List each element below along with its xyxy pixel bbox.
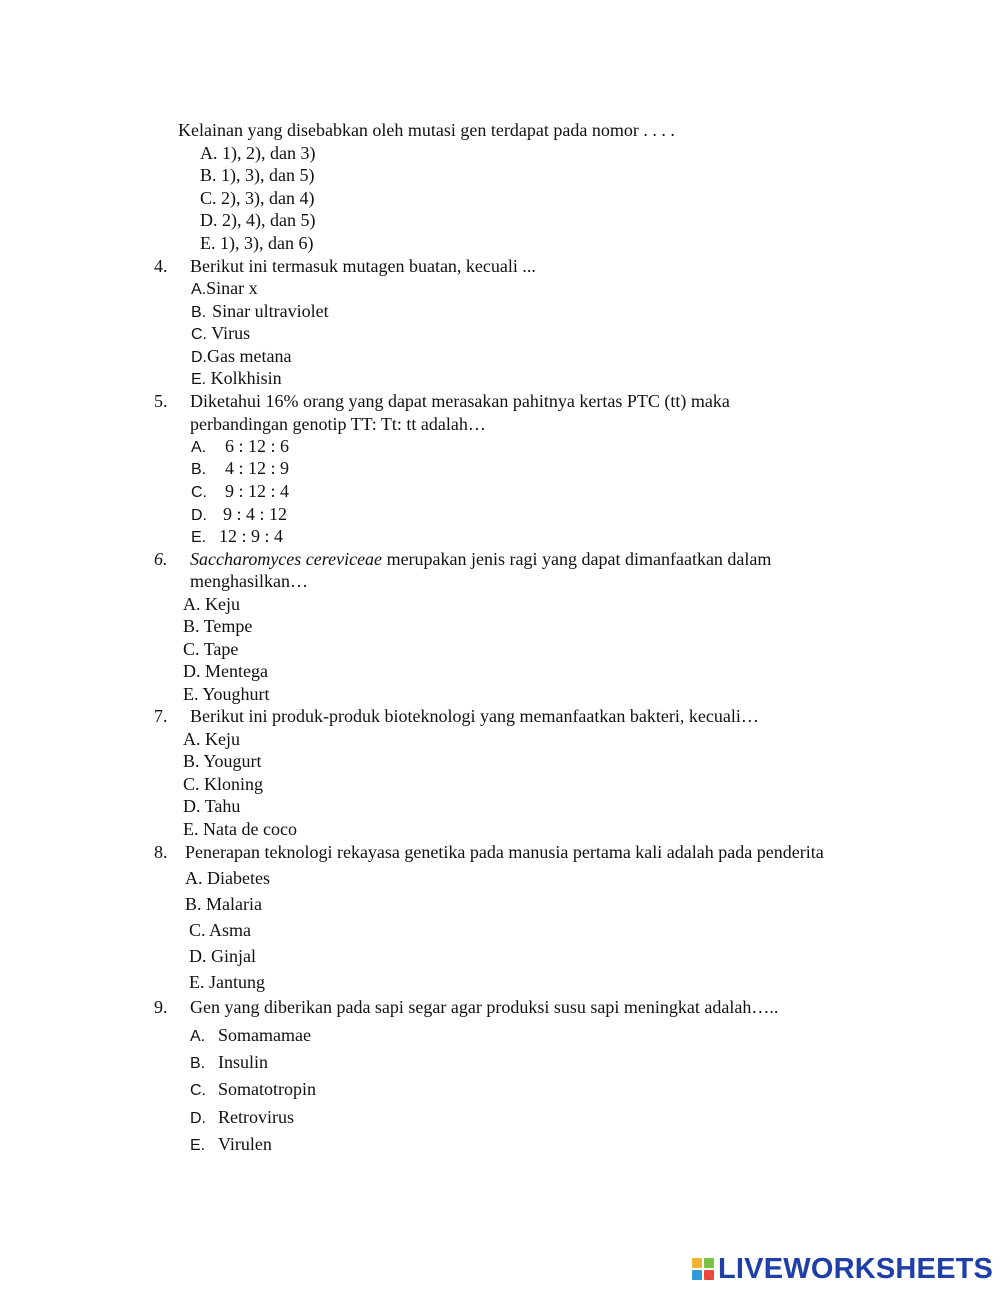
question-5-stem-line2: perbandingan genotip TT: Tt: tt adalah… xyxy=(190,414,486,434)
option-text: 12 : 9 : 4 xyxy=(219,526,284,546)
q7-option-b[interactable]: B. Yougurt xyxy=(183,751,262,771)
q9-option-e[interactable] xyxy=(190,1133,272,1157)
logo-tile xyxy=(692,1258,702,1268)
question-number: 7. xyxy=(154,706,168,726)
option-text: Gas metana xyxy=(207,346,292,366)
question-stem: Berikut ini termasuk mutagen buatan, kecuali ... xyxy=(190,256,536,276)
q4-option-e[interactable] xyxy=(191,367,282,391)
q9-option-b[interactable] xyxy=(190,1051,268,1075)
question-9 xyxy=(154,996,778,1018)
option-text: Retrovirus xyxy=(218,1107,294,1127)
q6-option-a[interactable]: A. Keju xyxy=(183,594,240,614)
logo-tile xyxy=(692,1270,702,1280)
q8-option-c[interactable]: C. Asma xyxy=(189,920,252,940)
q8-option-d[interactable]: D. Ginjal xyxy=(189,946,256,966)
option-text: 6 : 12 : 6 xyxy=(225,436,290,456)
q4-option-d[interactable] xyxy=(191,345,291,369)
question-stem: Penerapan teknologi rekayasa genetika pada manusia pertama kali adalah pada penderita xyxy=(185,842,824,862)
option-letter: D. xyxy=(191,507,207,524)
q6-option-b[interactable]: B. Tempe xyxy=(183,616,253,636)
q5-option-a[interactable] xyxy=(191,435,289,459)
option-letter: B. xyxy=(191,461,207,478)
question-number: 6. xyxy=(154,549,168,569)
q6-option-c[interactable]: C. Tape xyxy=(183,639,239,659)
q8-option-a[interactable]: A. Diabetes xyxy=(185,868,270,888)
question-3-stem: Kelainan yang disebabkan oleh mutasi gen terdapat pada nomor . . . . xyxy=(178,120,675,140)
q3-option-a[interactable]: A. 1), 2), dan 3) xyxy=(200,143,316,163)
option-letter: D. xyxy=(190,1110,206,1127)
q9-option-a[interactable] xyxy=(190,1024,311,1048)
option-text: 4 : 12 : 9 xyxy=(225,458,290,478)
option-text: Somatotropin xyxy=(218,1079,316,1099)
q4-option-b[interactable] xyxy=(191,300,329,324)
liveworksheets-logo-icon xyxy=(692,1258,714,1280)
q3-option-e[interactable]: E. 1), 3), dan 6) xyxy=(200,233,314,253)
q5-option-c[interactable] xyxy=(191,480,289,504)
question-8 xyxy=(154,841,824,863)
option-text: Virus xyxy=(211,323,251,343)
liveworksheets-logo-text: LIVEWORKSHEETS xyxy=(718,1252,994,1285)
q6-option-e[interactable]: E. Youghurt xyxy=(183,684,270,704)
q4-option-a[interactable] xyxy=(191,277,258,301)
option-letter: C. xyxy=(191,326,207,343)
option-letter: C. xyxy=(191,484,207,501)
option-letter: D. xyxy=(191,349,207,366)
q4-option-c[interactable] xyxy=(191,322,250,346)
option-text: 9 : 4 : 12 xyxy=(223,504,288,524)
option-text: Virulen xyxy=(218,1134,272,1154)
option-letter: A. xyxy=(191,281,207,298)
q3-option-c[interactable]: C. 2), 3), dan 4) xyxy=(200,188,315,208)
q7-option-d[interactable]: D. Tahu xyxy=(183,796,241,816)
option-text: Sinar ultraviolet xyxy=(212,301,329,321)
option-letter: A. xyxy=(190,1028,206,1045)
question-7 xyxy=(154,705,759,727)
logo-tile xyxy=(704,1258,714,1268)
q3-option-d[interactable]: D. 2), 4), dan 5) xyxy=(200,210,316,230)
option-text: Kolkhisin xyxy=(210,368,282,388)
option-letter: A. xyxy=(191,439,207,456)
q8-option-b[interactable]: B. Malaria xyxy=(185,894,262,914)
question-number: 9. xyxy=(154,997,168,1017)
q9-option-d[interactable] xyxy=(190,1106,294,1130)
option-letter: B. xyxy=(190,1055,206,1072)
option-text: Sinar x xyxy=(206,278,258,298)
q3-option-b[interactable]: B. 1), 3), dan 5) xyxy=(200,165,315,185)
q7-option-e[interactable]: E. Nata de coco xyxy=(183,819,297,839)
question-6 xyxy=(154,548,771,570)
question-stem: Diketahui 16% orang yang dapat merasakan pahitnya kertas PTC (tt) maka xyxy=(190,391,730,411)
question-stem: Gen yang diberikan pada sapi segar agar produksi susu sapi meningkat adalah….. xyxy=(190,997,779,1017)
option-letter: B. xyxy=(191,304,207,321)
q7-option-c[interactable]: C. Kloning xyxy=(183,774,264,794)
q7-option-a[interactable]: A. Keju xyxy=(183,729,240,749)
question-number: 5. xyxy=(154,391,168,411)
species-name: Saccharomyces cereviceae xyxy=(190,549,383,569)
option-letter: E. xyxy=(191,529,207,546)
q5-option-e[interactable] xyxy=(191,525,283,549)
question-4 xyxy=(154,255,536,277)
question-5 xyxy=(154,390,730,412)
question-stem: Berikut ini produk-produk bioteknologi yang memanfaatkan bakteri, kecuali… xyxy=(190,706,759,726)
option-text: Insulin xyxy=(218,1052,269,1072)
option-letter: E. xyxy=(190,1137,206,1154)
option-letter: C. xyxy=(190,1082,206,1099)
liveworksheets-logo[interactable] xyxy=(692,1252,993,1286)
option-letter: E. xyxy=(191,371,207,388)
q5-option-d[interactable] xyxy=(191,503,287,527)
q9-option-c[interactable] xyxy=(190,1078,316,1102)
q5-option-b[interactable] xyxy=(191,457,289,481)
question-number: 4. xyxy=(154,256,168,276)
question-stem: merupakan jenis ragi yang dapat dimanfaatkan dalam xyxy=(382,549,772,569)
option-text: Somamamae xyxy=(218,1025,311,1045)
logo-tile xyxy=(704,1270,714,1280)
question-number: 8. xyxy=(154,842,168,862)
q6-option-d[interactable]: D. Mentega xyxy=(183,661,268,681)
question-6-stem-line2: menghasilkan… xyxy=(190,571,308,591)
option-text: 9 : 12 : 4 xyxy=(225,481,290,501)
q8-option-e[interactable]: E. Jantung xyxy=(189,972,265,992)
